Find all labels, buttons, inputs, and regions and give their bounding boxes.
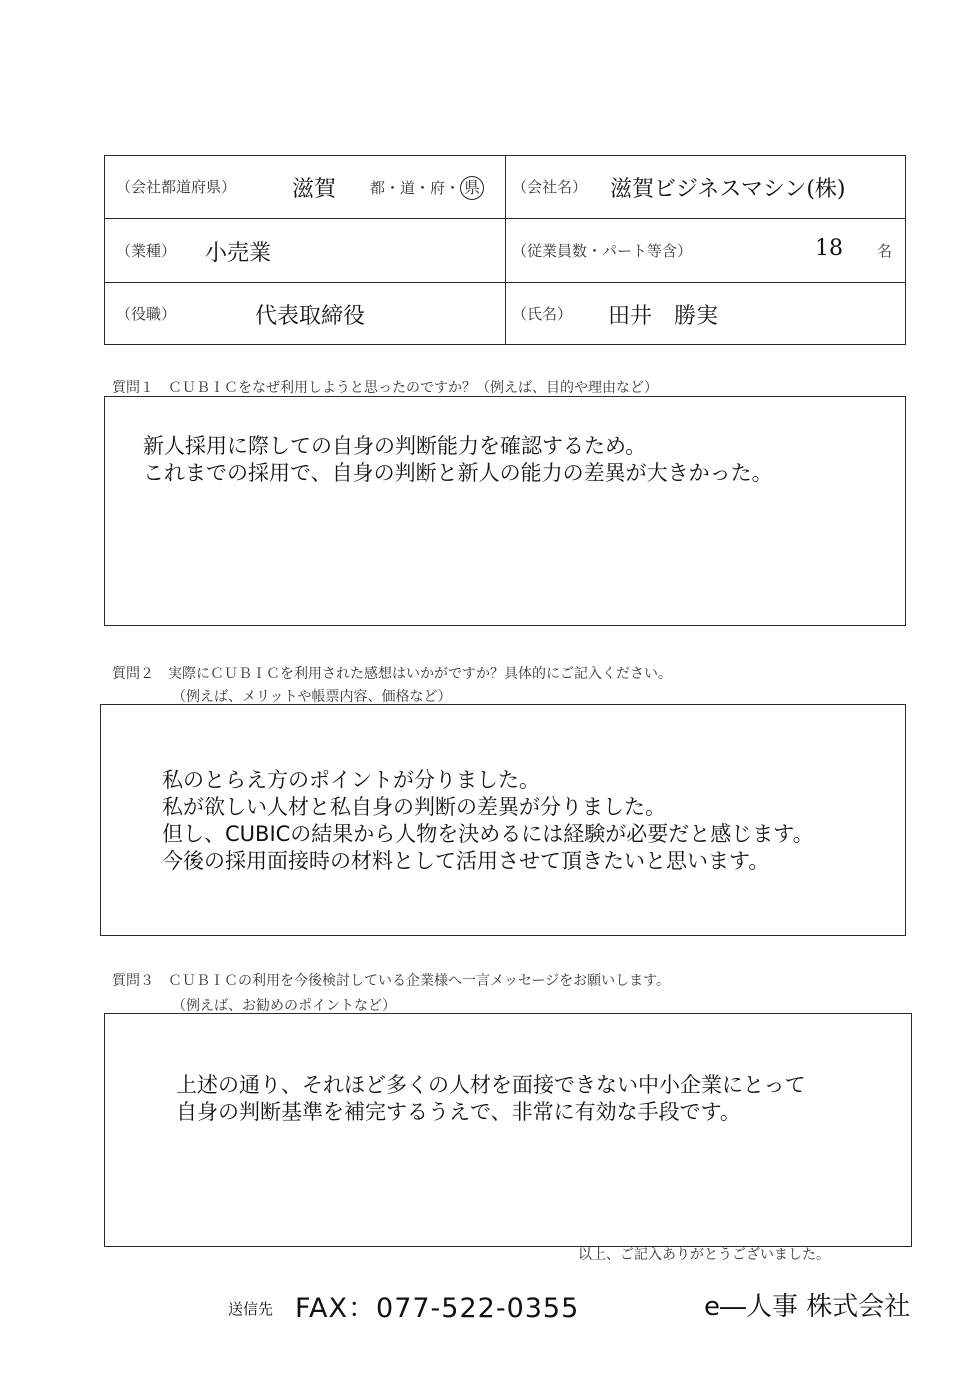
answer-box-3 — [104, 1013, 912, 1247]
position-label: （役職） — [116, 305, 177, 323]
employees-value: 18 — [815, 236, 843, 261]
fax-number: FAX：077-522-0355 — [295, 1293, 580, 1324]
answer-line: 私が欲しい人材と私自身の判断の差異が分りました。 — [162, 795, 666, 819]
employees-unit: 名 — [877, 242, 893, 260]
company-label: （会社名） — [512, 178, 588, 196]
prefecture-label: （会社都道府県） — [116, 178, 237, 196]
name-value: 田井 勝実 — [608, 304, 719, 329]
answer-1-text — [143, 433, 773, 487]
industry-value: 小売業 — [205, 241, 272, 266]
answer-3-text — [176, 1072, 806, 1126]
company-value: 滋賀ビジネスマシン(株) — [610, 177, 846, 202]
question-2: 質問２ 実際にＣＵＢＩＣを利用された感想はいかがですか？具体的にご記入ください。 — [112, 666, 672, 682]
answer-line: 上述の通り、それほど多くの人材を面接できない中小企業にとって — [176, 1073, 806, 1097]
prefecture-selected-circle: 県 — [460, 176, 484, 200]
answer-line: 今後の採用面接時の材料として活用させて頂きたいと思います。 — [162, 849, 770, 873]
recipient-company: e―人事 株式会社 — [704, 1292, 911, 1322]
send-to-label: 送信先 — [228, 1300, 274, 1318]
employees-label: （従業員数・パート等含） — [512, 242, 693, 260]
answer-line: 自身の判断基準を補完するうえで、非常に有効な手段です。 — [176, 1100, 741, 1124]
question-3-sub: （例えば、お勧めのポイントなど） — [172, 998, 396, 1014]
question-2-sub: （例えば、メリットや帳票内容、価格など） — [172, 689, 452, 705]
answer-box-1 — [104, 396, 906, 626]
prefecture-suffix: 都・道・府・ — [370, 179, 461, 197]
answer-line: これまでの採用で、自身の判断と新人の能力の差異が大きかった。 — [143, 461, 773, 485]
prefecture-options — [370, 176, 484, 200]
table-col-divider — [505, 155, 506, 345]
answer-line: 私のとらえ方のポイントが分りました。 — [162, 768, 540, 792]
name-label: （氏名） — [512, 305, 573, 323]
thanks-text: 以上、ご記入ありがとうございました。 — [578, 1247, 830, 1263]
position-value: 代表取締役 — [255, 304, 366, 329]
question-1: 質問１ ＣＵＢＩＣをなぜ利用しようと思ったのですか？（例えば、目的や理由など） — [112, 380, 658, 396]
industry-label: （業種） — [116, 242, 177, 260]
answer-line: 但し、CUBICの結果から人物を決めるには経験が必要だと感じます。 — [162, 822, 814, 846]
prefecture-value: 滋賀 — [292, 177, 337, 202]
answer-line: 新人採用に際しての自身の判断能力を確認するため。 — [143, 434, 647, 458]
answer-2-text — [162, 767, 814, 875]
question-3: 質問３ ＣＵＢＩＣの利用を今後検討している企業様へ一言メッセージをお願いします。 — [112, 973, 671, 989]
